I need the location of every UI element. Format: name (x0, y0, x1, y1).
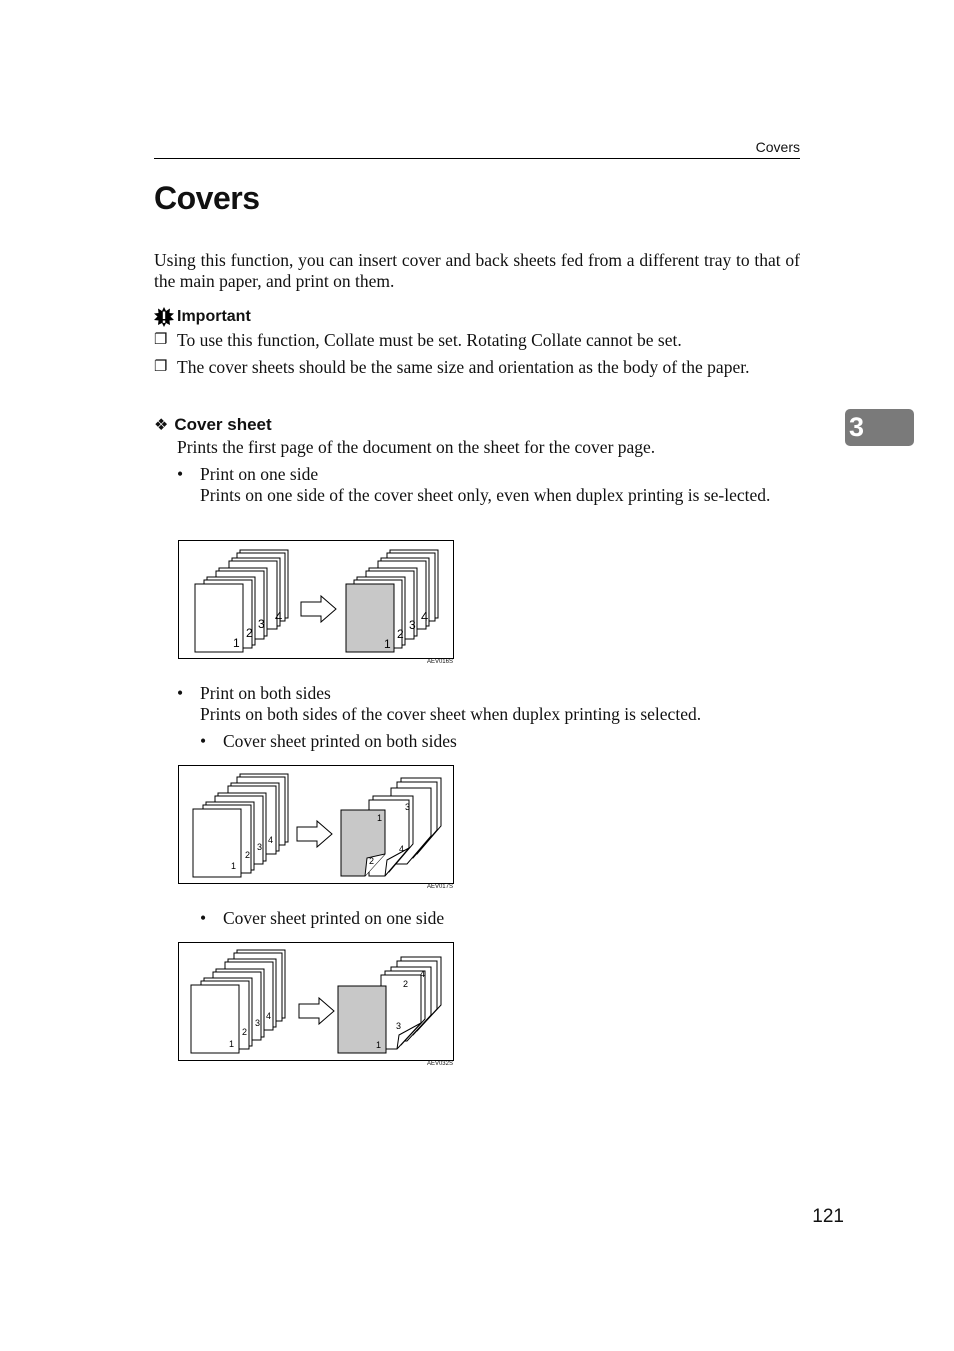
sub-bullet-one-side (200, 908, 800, 929)
output-page-1-label: 1 (384, 637, 391, 651)
checkbox-icon: ❐ (154, 332, 168, 348)
input-page-4-label: 4 (275, 609, 283, 624)
input-page-3-label: 3 (258, 617, 265, 631)
figure-code: AEV016S (426, 659, 453, 665)
important-note-text: To use this function, Collate must be set. Rotating Collate cannot be set. (177, 330, 682, 350)
page-number: 121 (812, 1206, 844, 1227)
figure-code: AEV032S (426, 1061, 453, 1067)
output-page-3-label: 3 (396, 1021, 402, 1031)
output-page-1-label: 1 (377, 813, 383, 823)
input-page-stack (191, 950, 285, 1053)
header-rule (154, 158, 800, 159)
important-note-2 (154, 357, 800, 378)
output-page-2-label: 2 (397, 627, 404, 641)
important-note-1 (154, 330, 800, 351)
input-page-stack (195, 550, 288, 652)
input-page-2-label: 2 (246, 626, 253, 640)
arrow-right-icon (297, 821, 332, 847)
input-page-2-label: 2 (242, 1027, 248, 1037)
sub-bullet-label: Cover sheet printed on one side (223, 908, 445, 928)
output-page-2-label: 2 (369, 856, 375, 866)
figure-cover-both-sides (178, 765, 454, 884)
cover-sheet-heading (154, 415, 272, 435)
input-page-4-label: 4 (268, 835, 274, 845)
output-page-4-label: 4 (420, 969, 426, 979)
bullet-label: Print on one side (200, 464, 319, 484)
input-page-stack (193, 774, 288, 877)
arrow-right-icon (301, 596, 336, 622)
sub-bullet-both-sides (200, 731, 800, 752)
output-page-2-label: 2 (403, 979, 409, 989)
cover-sheet-heading-label: Cover sheet (174, 415, 272, 434)
output-page-4-label: 4 (399, 844, 405, 854)
bullet-dot-icon: • (177, 683, 184, 703)
cover-sheet-description: Prints the first page of the document on the sheet for the cover page. (177, 437, 656, 457)
input-page-3-label: 3 (255, 1018, 261, 1028)
bullet-dot-icon: • (177, 464, 184, 484)
important-heading (154, 307, 251, 327)
figure-code: AEV017S (426, 884, 453, 890)
bullet-description: Prints on both sides of the cover sheet when duplex printing is selected. (200, 704, 702, 724)
diamond-bullet-icon: ❖ (154, 417, 169, 434)
chapter-tab: 3 (845, 409, 914, 446)
output-page-4-label: 4 (421, 609, 429, 624)
input-page-1-label: 1 (233, 636, 240, 650)
checkbox-icon: ❐ (154, 359, 168, 375)
bullet-dot-icon: • (200, 908, 207, 928)
important-burst-icon (154, 307, 174, 327)
bullet-print-one-side (177, 464, 800, 506)
page-title: Covers (154, 180, 260, 216)
figure-cover-one-side (178, 942, 454, 1061)
bullet-print-both-sides (177, 683, 800, 725)
important-note-text: The cover sheets should be the same size and orientation as the body of the paper. (177, 357, 750, 377)
important-heading-label: Important (177, 308, 251, 325)
input-page-3-label: 3 (257, 842, 263, 852)
output-page-1-label: 1 (376, 1040, 382, 1050)
figure-print-one-side (178, 540, 454, 659)
output-page-3-label: 3 (409, 618, 416, 632)
input-page-1-label: 1 (231, 861, 237, 871)
running-header: Covers (755, 139, 800, 155)
arrow-right-icon (299, 998, 334, 1024)
intro-paragraph: Using this function, you can insert cover and back sheets fed from a different tray to that of the main paper, and print on them. (154, 250, 800, 291)
bullet-label: Print on both sides (200, 683, 331, 703)
input-page-4-label: 4 (266, 1011, 272, 1021)
input-page-1-label: 1 (229, 1039, 235, 1049)
output-sheet-stack (381, 957, 441, 1049)
sub-bullet-label: Cover sheet printed on both sides (223, 731, 457, 751)
output-page-3-label: 3 (405, 802, 411, 812)
bullet-dot-icon: • (200, 731, 207, 751)
input-page-2-label: 2 (245, 850, 251, 860)
bullet-description: Prints on one side of the cover sheet only, even when duplex printing is se-lected. (200, 485, 771, 505)
